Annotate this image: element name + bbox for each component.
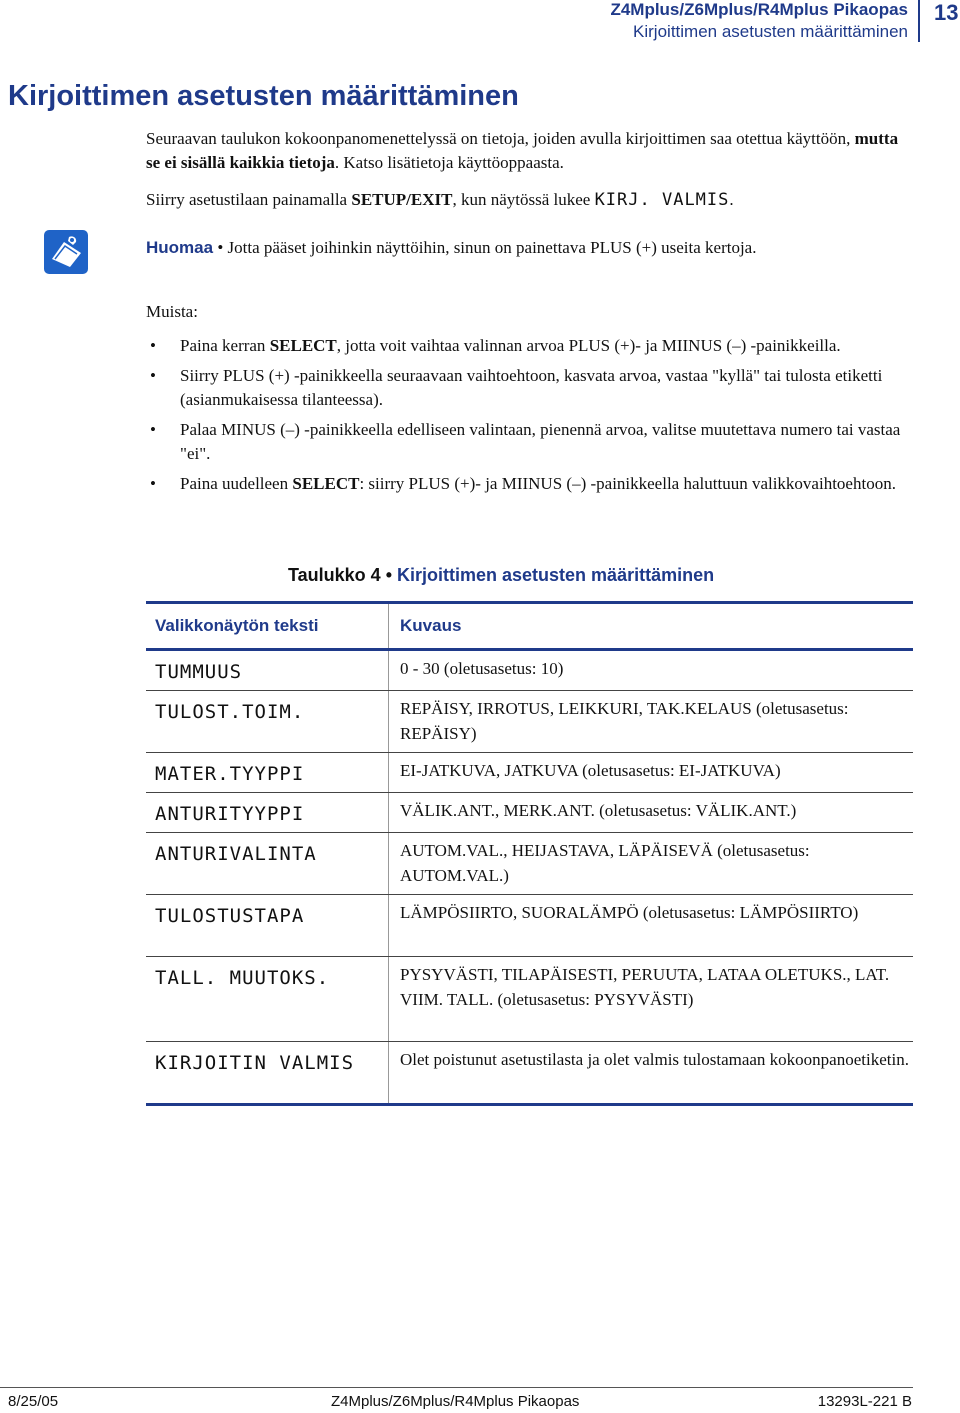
table-row — [146, 753, 913, 793]
footer-rule — [0, 1387, 913, 1388]
list-item — [146, 472, 906, 497]
note-label: Huomaa — [146, 238, 214, 257]
bullet-text: : siirry PLUS (+)- ja MIINUS (–) -painikkeella haluttuun valikkovaihtoehtoon. — [359, 473, 896, 493]
description-cell: LÄMPÖSIIRTO, SUORALÄMPÖ (oletusasetus: LÄMPÖSIIRTO) — [388, 895, 913, 956]
header-divider — [918, 0, 920, 42]
description-cell: PYSYVÄSTI, TILAPÄISESTI, PERUUTA, LATAA OLETUKS., LAT. VIIM. TALL. (oletusasetus: PYSYVÄSTI) — [388, 957, 913, 1041]
table-row — [146, 651, 913, 691]
table-row — [146, 793, 913, 833]
note-text: Jotta pääset joihinkin näyttöihin, sinun on painettava PLUS (+) useita kertoja. — [227, 238, 757, 257]
table-caption-number: Taulukko 4 — [288, 565, 381, 585]
setup-text-2: , kun näytössä lukee — [452, 190, 595, 209]
bullet-text: Siirry PLUS (+) -painikkeella seuraavaan vaihtoehtoon, kasvata arvoa, vastaa "kyllä" tai tulosta etiketti (asianmukaisessa tilanteessa). — [180, 365, 883, 409]
description-cell: VÄLIK.ANT., MERK.ANT. (oletusasetus: VÄLIK.ANT.) — [388, 793, 913, 832]
menu-text-cell: TULOST.TOIM. — [155, 701, 305, 723]
bullet-icon: • — [150, 336, 156, 355]
menu-text-cell: KIRJOITIN VALMIS — [155, 1052, 355, 1074]
display-text: KIRJ. VALMIS — [594, 190, 730, 210]
settings-table — [146, 601, 913, 1106]
column-header-description: Kuvaus — [388, 604, 913, 648]
bullet-text: , jotta voit vaihtaa valinnan arvoa PLUS (+)- ja MIINUS (–) -painikkeilla. — [336, 336, 841, 355]
bullet-icon: • — [150, 473, 156, 493]
intro-text-2: . Katso lisätietoja käyttöoppaasta. — [334, 153, 564, 172]
table-header-row — [146, 604, 913, 651]
remember-list — [146, 334, 906, 501]
table-caption-title: Kirjoittimen asetusten määrittäminen — [397, 565, 715, 585]
page-number: 13 — [934, 0, 959, 25]
menu-text-cell: ANTURITYYPPI — [155, 803, 305, 825]
menu-text-cell: TULOSTUSTAPA — [155, 905, 305, 927]
setup-text-3: . — [729, 190, 734, 209]
table-row — [146, 1042, 913, 1106]
setup-text-1: Siirry asetustilaan painamalla — [146, 190, 352, 209]
intro-text-1: Seuraavan taulukon kokoonpanomenettelyssä on tietoja, joiden avulla kirjoittimen saa otettua käyttöön, — [146, 129, 855, 148]
description-cell: REPÄISY, IRROTUS, LEIKKURI, TAK.KELAUS (oletusasetus: REPÄISY) — [388, 691, 913, 752]
table-caption-separator: • — [380, 565, 398, 585]
bullet-text: Paina kerran — [180, 336, 270, 355]
remember-label: Muista: — [146, 302, 198, 321]
bullet-key: SELECT — [292, 473, 360, 493]
intro-bold: mutta se ei sisällä kaikkia tietoja — [146, 129, 899, 172]
section-title: Kirjoittimen asetusten määrittäminen — [8, 80, 519, 112]
bullet-icon: • — [150, 419, 156, 439]
menu-text-cell: MATER.TYYPPI — [155, 763, 305, 785]
list-item — [146, 364, 906, 413]
setup-instruction — [146, 188, 906, 212]
list-item — [146, 418, 906, 467]
footer-title: Z4Mplus/Z6Mplus/R4Mplus Pikaopas — [331, 1393, 580, 1410]
note-separator: • — [213, 238, 228, 257]
description-cell: AUTOM.VAL., HEIJASTAVA, LÄPÄISEVÄ (oletusasetus: AUTOM.VAL.) — [388, 833, 913, 894]
description-cell: Olet poistunut asetustilasta ja olet valmis tulostamaan kokoonpanoetiketin. — [388, 1042, 913, 1103]
table-caption — [288, 565, 714, 586]
menu-text-cell: TUMMUUS — [155, 661, 243, 683]
bullet-key: SELECT — [269, 336, 337, 355]
menu-text-cell: TALL. MUUTOKS. — [155, 967, 330, 989]
table-row — [146, 691, 913, 753]
bullet-icon: • — [150, 365, 156, 385]
intro-paragraph — [146, 127, 906, 175]
description-cell: EI-JATKUVA, JATKUVA (oletusasetus: EI-JATKUVA) — [388, 753, 913, 792]
column-header-menu-text: Valikkonäytön teksti — [155, 616, 319, 635]
setup-key: SETUP/EXIT — [351, 190, 453, 209]
bullet-text: Palaa MINUS (–) -painikkeella edelliseen valintaan, pienennä arvoa, valitse muutettava numero tai vastaa "ei". — [180, 419, 901, 463]
table-row — [146, 833, 913, 895]
menu-text-cell: ANTURIVALINTA — [155, 843, 317, 865]
table-row — [146, 957, 913, 1042]
footer-date: 8/25/05 — [8, 1393, 59, 1410]
footer-doc-number: 13293L-221 B — [817, 1393, 912, 1410]
bullet-text: Paina uudelleen — [180, 473, 293, 493]
list-item — [146, 334, 906, 359]
note-hand-icon — [43, 229, 89, 275]
description-cell: 0 - 30 (oletusasetus: 10) — [388, 651, 913, 690]
header-subtitle: Kirjoittimen asetusten määrittäminen — [633, 22, 908, 41]
table-row — [146, 895, 913, 957]
note — [146, 236, 756, 260]
header-title: Z4Mplus/Z6Mplus/R4Mplus Pikaopas — [610, 0, 908, 19]
